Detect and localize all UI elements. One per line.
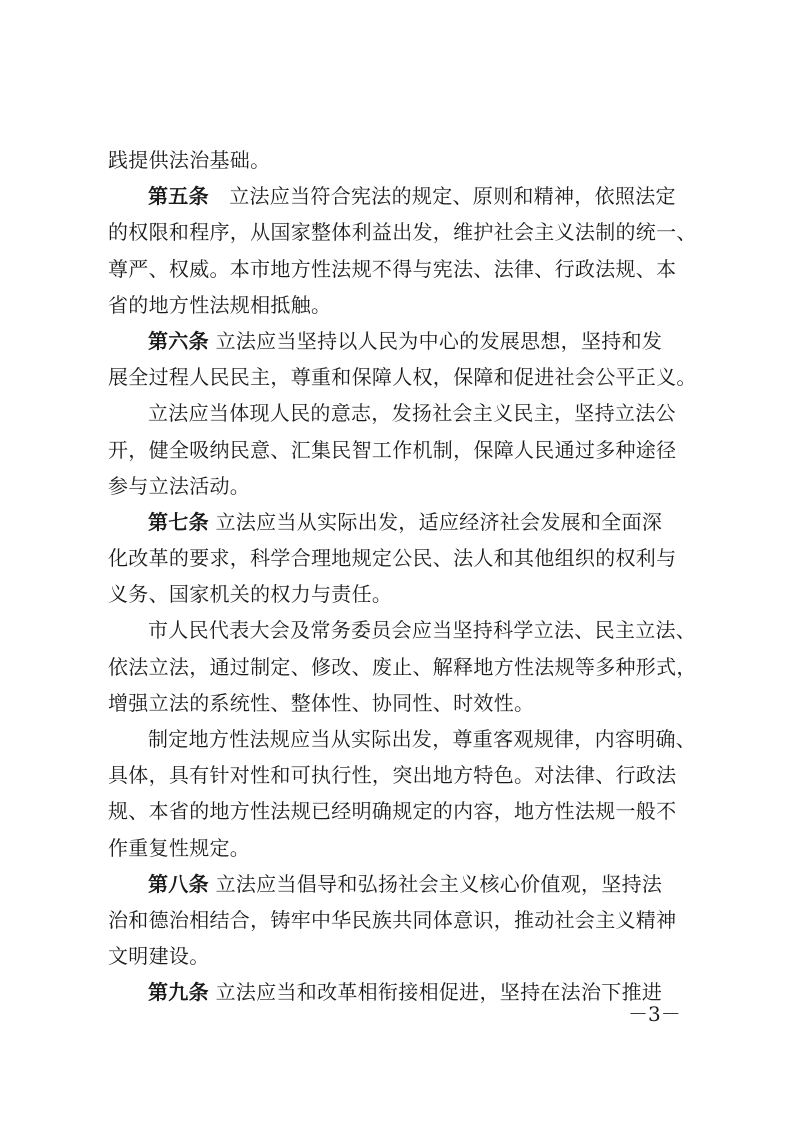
line-text: 的权限和程序，从国家整体利益出发，维护社会主义法制的统一、 bbox=[108, 220, 697, 245]
article-heading: 第五条 bbox=[148, 184, 209, 209]
text-line bbox=[108, 974, 688, 1010]
body-text bbox=[108, 142, 697, 1011]
line-text: 治和德治相结合，铸牢中华民族共同体意识，推动社会主义精神 bbox=[108, 907, 677, 932]
line-text: 规、本省的地方性法规已经明确规定的内容，地方性法规一般不 bbox=[108, 799, 677, 824]
text-line bbox=[108, 468, 688, 504]
text-line bbox=[108, 178, 688, 214]
text-line bbox=[108, 323, 688, 359]
text-line bbox=[108, 757, 688, 793]
article-heading: 第八条 bbox=[148, 871, 209, 896]
article-heading: 第七条 bbox=[148, 509, 209, 534]
article-heading: 第六条 bbox=[148, 328, 209, 353]
text-line bbox=[108, 359, 697, 395]
line-text: 立法应当和改革相衔接相促进，坚持在法治下推进 bbox=[208, 980, 663, 1005]
line-text: 制定地方性法规应当从实际出发，尊重客观规律，内容明确、 bbox=[148, 727, 697, 751]
text-line bbox=[108, 902, 688, 938]
text-line bbox=[108, 251, 688, 287]
line-text: 文明建设。 bbox=[108, 944, 210, 969]
article-heading: 第九条 bbox=[148, 980, 209, 1005]
text-line bbox=[108, 287, 688, 323]
line-text: 具体，具有针对性和可执行性，突出地方特色。对法律、行政法 bbox=[108, 763, 677, 788]
text-line bbox=[108, 685, 688, 721]
text-line bbox=[108, 504, 688, 540]
line-text: 参与立法活动。 bbox=[108, 473, 251, 498]
line-text: 开，健全吸纳民意、汇集民智工作机制，保障人民通过多种途径 bbox=[108, 437, 677, 462]
text-line bbox=[108, 540, 688, 576]
text-line bbox=[108, 938, 688, 974]
line-text: 化改革的要求，科学合理地规定公民、法人和其他组织的权利与 bbox=[108, 546, 677, 571]
line-text: 立法应当体现人民的意志，发扬社会主义民主，坚持立法公 bbox=[148, 401, 676, 426]
text-line bbox=[108, 721, 697, 757]
text-line bbox=[108, 142, 688, 178]
line-text: 省的地方性法规相抵触。 bbox=[108, 292, 332, 317]
line-text: 市人民代表大会及常务委员会应当坚持科学立法、民主立法、 bbox=[148, 618, 697, 643]
text-line bbox=[108, 612, 697, 648]
line-text: 作重复性规定。 bbox=[108, 835, 251, 860]
text-line bbox=[108, 576, 688, 612]
line-text: 立法应当坚持以人民为中心的发展思想，坚持和发 bbox=[208, 328, 663, 353]
line-text: 践提供法治基础。 bbox=[108, 148, 271, 172]
page-number: －3－ bbox=[628, 1002, 681, 1026]
text-line bbox=[108, 432, 688, 468]
line-text: 立法应当倡导和弘扬社会主义核心价值观，坚持法 bbox=[208, 871, 663, 896]
line-text: 立法应当符合宪法的规定、原则和精神，依照法定 bbox=[208, 184, 676, 209]
line-text: 义务、国家机关的权力与责任。 bbox=[108, 582, 393, 607]
text-line bbox=[108, 214, 697, 250]
text-line bbox=[108, 395, 688, 431]
line-text: 展全过程人民民主，尊重和保障人权，保障和促进社会公平正义。 bbox=[108, 365, 697, 390]
line-text: 增强立法的系统性、整体性、协同性、时效性。 bbox=[108, 690, 535, 715]
text-line bbox=[108, 649, 697, 685]
text-line bbox=[108, 793, 688, 829]
text-line bbox=[108, 830, 688, 866]
line-text: 依法立法，通过制定、修改、废止、解释地方性法规等多种形式， bbox=[108, 654, 697, 679]
line-text: 立法应当从实际出发，适应经济社会发展和全面深 bbox=[208, 509, 663, 534]
line-text: 尊严、权威。本市地方性法规不得与宪法、法律、行政法规、本 bbox=[108, 256, 677, 281]
text-line bbox=[108, 866, 688, 902]
